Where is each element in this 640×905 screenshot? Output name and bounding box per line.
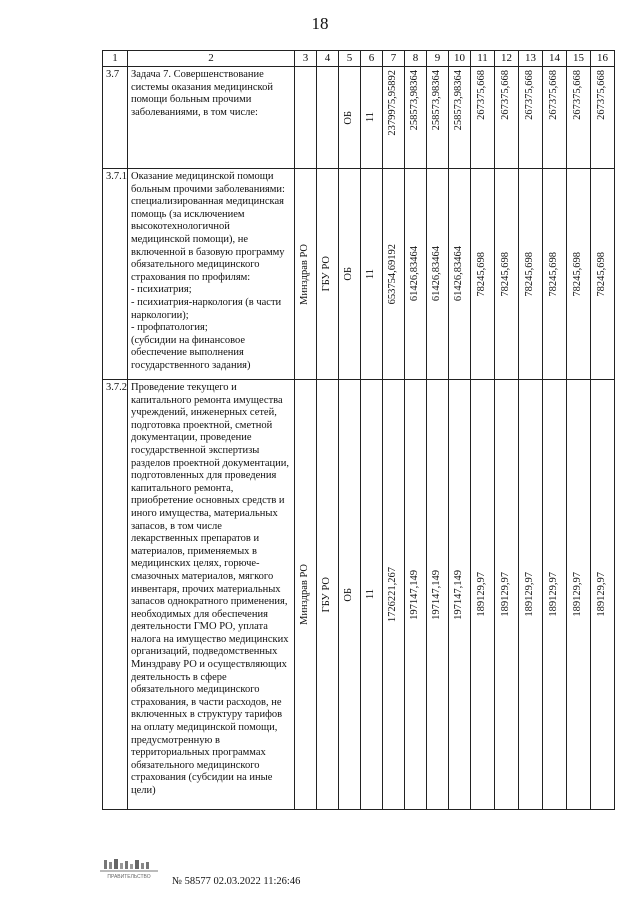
value-cell: 258573,98364 [427,67,449,169]
value-cell: 189129,97 [591,380,615,810]
col-header-10: 10 [449,51,471,67]
code-cell: 11 [361,67,383,169]
row-number: 3.7 [103,67,128,169]
value-cell: 267375,668 [591,67,615,169]
value-cell: 78245,698 [471,169,495,380]
row-description: Оказание медицинской помощи больным прочими заболеваниями: специализированная медицинская помощь (за исключением высокотехнологичной медицинской помощи), не включенной в базовую программу обязательного медицинского страхования по профилям: - психиатрия; - психиатрия-наркология (в части наркологии); - профпатология; (субсидии на финансовое обеспечение выполнения государственного задания) [128,169,295,380]
value-cell: 61426,83464 [449,169,471,380]
document-registration-footer: № 58577 02.03.2022 11:26:46 [172,876,301,887]
value-cell: 197147,149 [449,380,471,810]
table-row [103,380,615,810]
row-description: Проведение текущего и капитального ремонта имущества учреждений, инженерных сетей, подготовка проектной, сметной документации, проведение государственной экспертизы разделов проектной документации, подготовленных для проведения капитального ремонта, приобретение основных средств и иного имущества, материальных запасов, в том числе лекарственных препаратов и материалов, применяемых в медицинских целях, горюче-смазочных материалов, мягкого инвентаря, прочих материальных запасов однократного применения, необходимых для обеспечения деятельности ГМО РО, уплата налога на имущество медицинских организаций, подведомственных Минздраву РО и осуществляющих деятельность в сфере обязательного медицинского страхования, в части расходов, не включенных в структуру тарифов на оплату медицинской помощи, предусмотренную в территориальных программах обязательного медицинского страхования (субсидии на иные цели) [128,380,295,810]
program-table [102,50,615,810]
value-cell: 78245,698 [591,169,615,380]
responsible-cell: Минздрав РО [295,169,317,380]
responsible-cell: Минздрав РО [295,380,317,810]
budget-cell: ОБ [339,380,361,810]
col-header-13: 13 [519,51,543,67]
table-row [103,67,615,169]
executor-cell: ГБУ РО [317,380,339,810]
value-cell: 189129,97 [543,380,567,810]
value-cell: 189129,97 [519,380,543,810]
responsible-cell [295,67,317,169]
value-cell: 1726221,267 [383,380,405,810]
value-cell: 61426,83464 [427,169,449,380]
value-cell: 267375,668 [471,67,495,169]
value-cell: 78245,698 [519,169,543,380]
value-cell: 267375,668 [567,67,591,169]
col-header-5: 5 [339,51,361,67]
col-header-14: 14 [543,51,567,67]
col-header-1: 1 [103,51,128,67]
row-description: Задача 7. Совершенствование системы оказания медицинской помощи больным прочими заболеваниями, в том числе: [128,67,295,169]
value-cell: 267375,668 [519,67,543,169]
col-header-6: 6 [361,51,383,67]
col-header-2: 2 [128,51,295,67]
value-cell: 197147,149 [427,380,449,810]
value-cell: 189129,97 [495,380,519,810]
page-number: 18 [311,14,329,33]
value-cell: 197147,149 [405,380,427,810]
executor-cell: ГБУ РО [317,169,339,380]
value-cell: 189129,97 [567,380,591,810]
col-header-4: 4 [317,51,339,67]
table-row [103,169,615,380]
value-cell: 78245,698 [495,169,519,380]
value-cell: 258573,98364 [449,67,471,169]
budget-cell: ОБ [339,169,361,380]
col-header-12: 12 [495,51,519,67]
row-number: 3.7.1 [103,169,128,380]
col-header-9: 9 [427,51,449,67]
budget-cell: ОБ [339,67,361,169]
value-cell: 2379975,95892 [383,67,405,169]
svg-text:ПРАВИТЕЛЬСТВО: ПРАВИТЕЛЬСТВО [107,874,151,880]
col-header-11: 11 [471,51,495,67]
value-cell: 189129,97 [471,380,495,810]
col-header-15: 15 [567,51,591,67]
col-header-8: 8 [405,51,427,67]
value-cell: 78245,698 [543,169,567,380]
row-number: 3.7.2 [103,380,128,810]
col-header-16: 16 [591,51,615,67]
value-cell: 267375,668 [543,67,567,169]
value-cell: 258573,98364 [405,67,427,169]
col-header-7: 7 [383,51,405,67]
value-cell: 61426,83464 [405,169,427,380]
executor-cell [317,67,339,169]
value-cell: 78245,698 [567,169,591,380]
col-header-3: 3 [295,51,317,67]
value-cell: 267375,668 [495,67,519,169]
code-cell: 11 [361,380,383,810]
column-number-row [103,51,615,67]
value-cell: 653754,69192 [383,169,405,380]
government-stamp-logo [98,858,162,880]
code-cell: 11 [361,169,383,380]
